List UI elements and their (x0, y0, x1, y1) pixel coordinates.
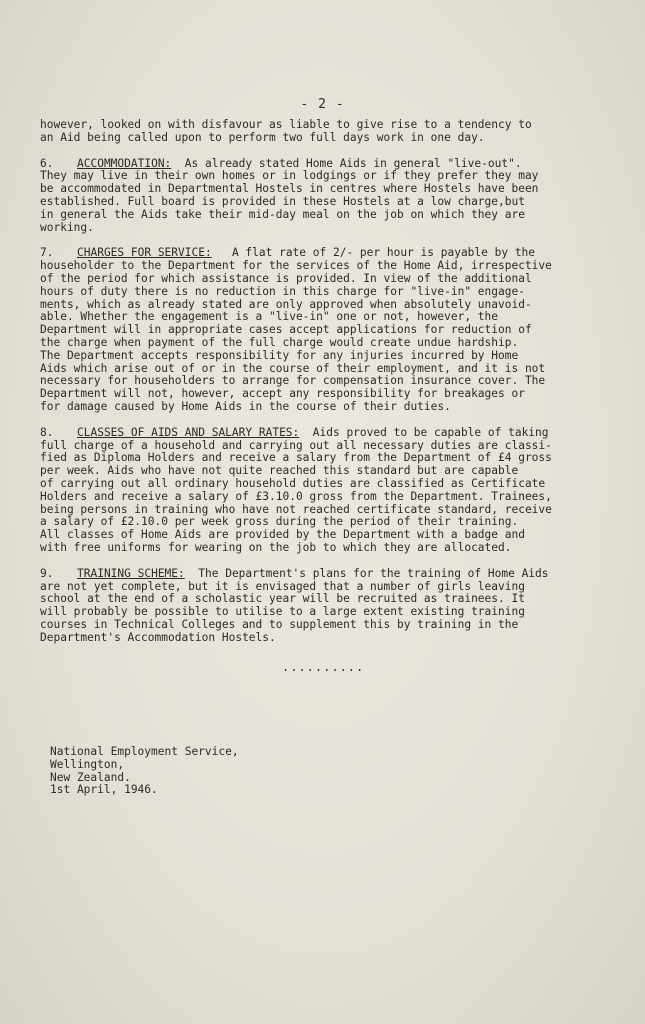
text-line: a salary of £2.10.0 per week gross during the period of their training. (40, 515, 519, 529)
section-first-line (40, 427, 620, 440)
text-line: working. (40, 220, 94, 234)
section-accommodation (40, 158, 620, 235)
section-number: 8. (40, 425, 54, 439)
text-line: Department will not, however, accept any responsibility for breakages or (40, 387, 525, 401)
text-line: established. Full board is provided in these Hostels at a low charge,but (40, 194, 525, 208)
signoff-block (50, 746, 239, 797)
section-separator: .......... (282, 660, 365, 674)
text-line: of the period for which assistance is provided. In view of the additional (40, 271, 532, 285)
signoff-line: New Zealand. (50, 770, 131, 784)
text-line: are not yet complete, but it is envisaged that a number of girls leaving (40, 579, 525, 593)
text-line: hours of duty there is no reduction in this charge for "live-in" engage- (40, 284, 525, 298)
document-body (40, 119, 620, 657)
text-line: As already stated Home Aids in general "live-out". (184, 156, 522, 170)
text-line: necessary for householders to arrange for compensation insurance cover. The (40, 374, 546, 388)
text-line: The Department accepts responsibility for any injuries incurred by Home (40, 348, 519, 362)
text-line: ments, which as already stated are only approved when absolutely unavoid- (40, 297, 532, 311)
section-number: 7. (40, 246, 54, 260)
text-line: for damage caused by Home Aids in the course of their duties. (40, 399, 451, 413)
text-line: A flat rate of 2/- per hour is payable by the (231, 246, 536, 260)
section-training-scheme (40, 568, 620, 645)
text-line: They may live in their own homes or in lodgings or if they prefer they may (40, 169, 539, 183)
text-line: All classes of Home Aids are provided by the Department with a badge and (40, 528, 525, 542)
text-line: with free uniforms for wearing on the job to which they are allocated. (40, 540, 512, 554)
text-line: able. Whether the engagement is a "live-in" one or not, however, the (40, 310, 499, 324)
text-line: however, looked on with disfavour as liable to give rise to a tendency to (40, 118, 532, 131)
section-number: 9. (40, 566, 54, 580)
intro-paragraph (40, 119, 620, 145)
page-number: - 2 - (300, 97, 345, 112)
section-heading: ACCOMMODATION: (77, 156, 172, 170)
text-line: in general the Aids take their mid-day meal on the job on which they are (40, 207, 525, 221)
text-line: Department will in appropriate cases accept applications for reduction of (40, 323, 532, 337)
text-line: Aids which arise out of or in the course of their employment, and it is not (40, 361, 546, 375)
section-classes-of-aids (40, 427, 620, 555)
text-line: being persons in training who have not reached certificate standard, receive (40, 502, 552, 516)
text-line: fied as Diploma Holders and receive a salary from the Department of £4 gross (40, 451, 552, 465)
signoff-line: National Employment Service, (50, 745, 239, 758)
text-line: will probably be possible to utilise to a large extent existing training (40, 605, 525, 619)
text-line: The Department's plans for the training of Home Aids (198, 566, 549, 580)
text-line: householder to the Department for the services of the Home Aid, irrespective (40, 259, 552, 273)
text-line: the charge when payment of the full charge would create undue hardship. (40, 335, 519, 349)
text-line: full charge of a household and carrying out all necessary duties are classi- (40, 438, 552, 452)
text-line: an Aid being called upon to perform two full days work in one day. (40, 130, 485, 144)
signoff-date: 1st April, 1946. (50, 783, 158, 797)
text-line: courses in Technical Colleges and to supplement this by training in the (40, 617, 519, 631)
text-line: Department's Accommodation Hostels. (40, 630, 276, 644)
text-line: Aids proved to be capable of taking (312, 425, 549, 439)
text-line: be accommodated in Departmental Hostels in centres where Hostels have been (40, 182, 539, 196)
text-line: Holders and receive a salary of £3.10.0 gross from the Department. Trainees, (40, 489, 552, 503)
text-line: per week. Aids who have not quite reached this standard but are capable (40, 464, 519, 478)
section-first-line (40, 568, 620, 581)
text-line: school at the end of a scholastic year will be recruited as trainees. It (40, 592, 525, 606)
section-heading: TRAINING SCHEME: (77, 566, 185, 580)
section-heading: CHARGES FOR SERVICE: (77, 246, 212, 260)
section-charges-for-service (40, 247, 620, 413)
text-line: of carrying out all ordinary household duties are classified as Certificate (40, 476, 546, 490)
section-number: 6. (40, 156, 54, 170)
signoff-line: Wellington, (50, 757, 125, 771)
section-heading: CLASSES OF AIDS AND SALARY RATES: (77, 425, 300, 439)
